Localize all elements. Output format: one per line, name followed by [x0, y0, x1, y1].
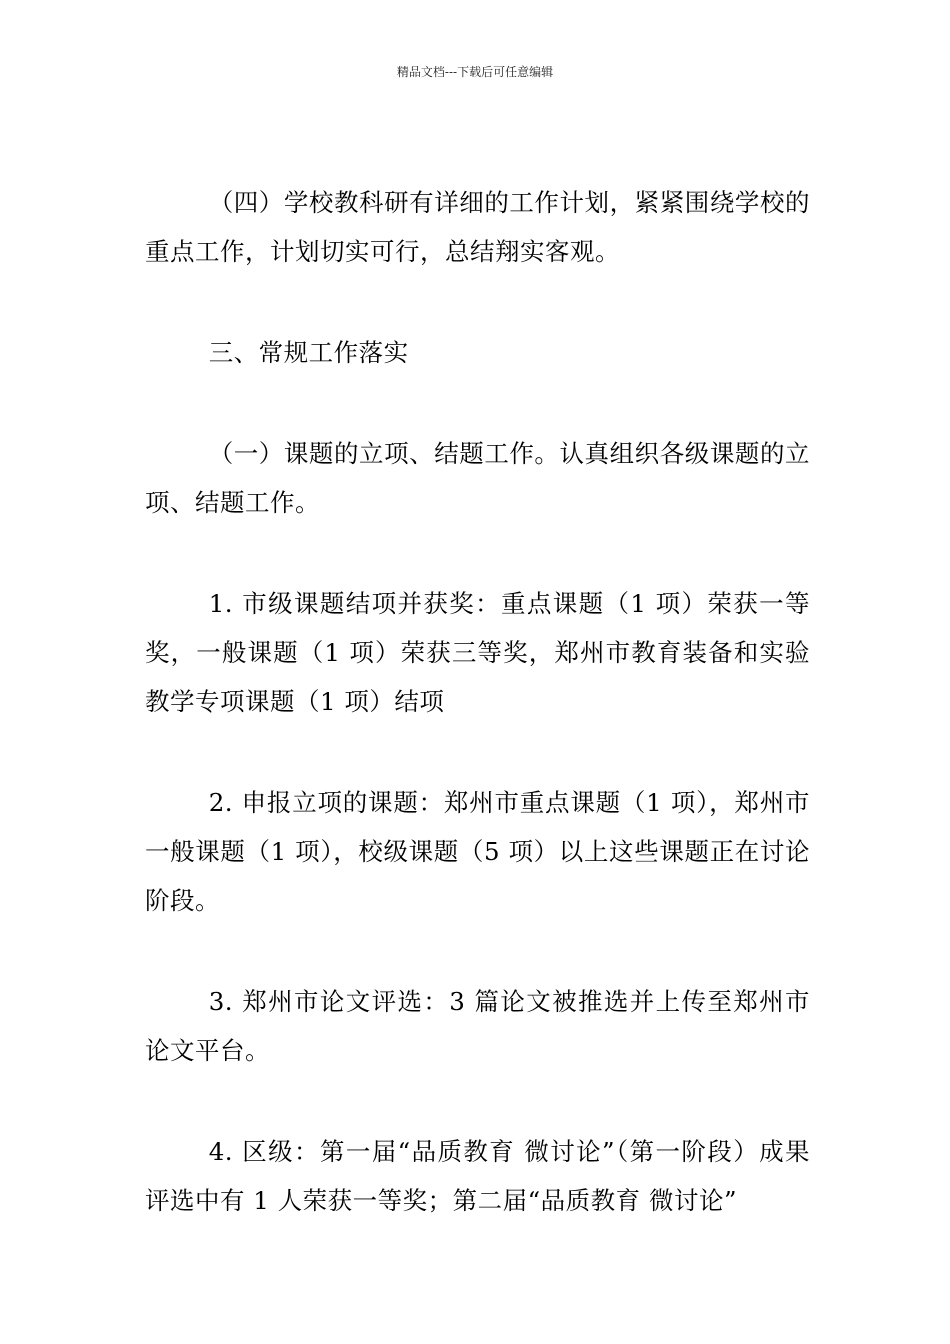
document-body	[145, 178, 810, 1225]
list-item-1-city-projects: 1. 市级课题结项并获奖：重点课题（1 项）荣获一等奖，一般课题（1 项）荣获三等奖，郑州市教育装备和实验教学专项课题（1 项）结项	[145, 589, 810, 716]
section-heading-routine-work: 三、常规工作落实	[208, 338, 409, 367]
list-item-4-district-awards: 4. 区级：第一届“品质教育 微讨论”（第一阶段）成果评选中有 1 人荣获一等奖；第二届“品质教育 微讨论”	[145, 1137, 810, 1215]
page-header: 精品文档---下载后可任意编辑	[396, 65, 554, 79]
paragraph-project-approval: （一）课题的立项、结题工作。认真组织各级课题的立项、结题工作。	[145, 439, 810, 517]
list-item-3-paper-selection: 3. 郑州市论文评选：3 篇论文被推选并上传至郑州市论文平台。	[145, 987, 810, 1065]
paragraph-section-4-plan: （四）学校教科研有详细的工作计划，紧紧围绕学校的重点工作，计划切实可行，总结翔实客观。	[145, 188, 810, 266]
list-item-2-applied-projects: 2. 申报立项的课题：郑州市重点课题（1 项），郑州市一般课题（1 项），校级课题（5 项）以上这些课题正在讨论阶段。	[145, 788, 810, 915]
